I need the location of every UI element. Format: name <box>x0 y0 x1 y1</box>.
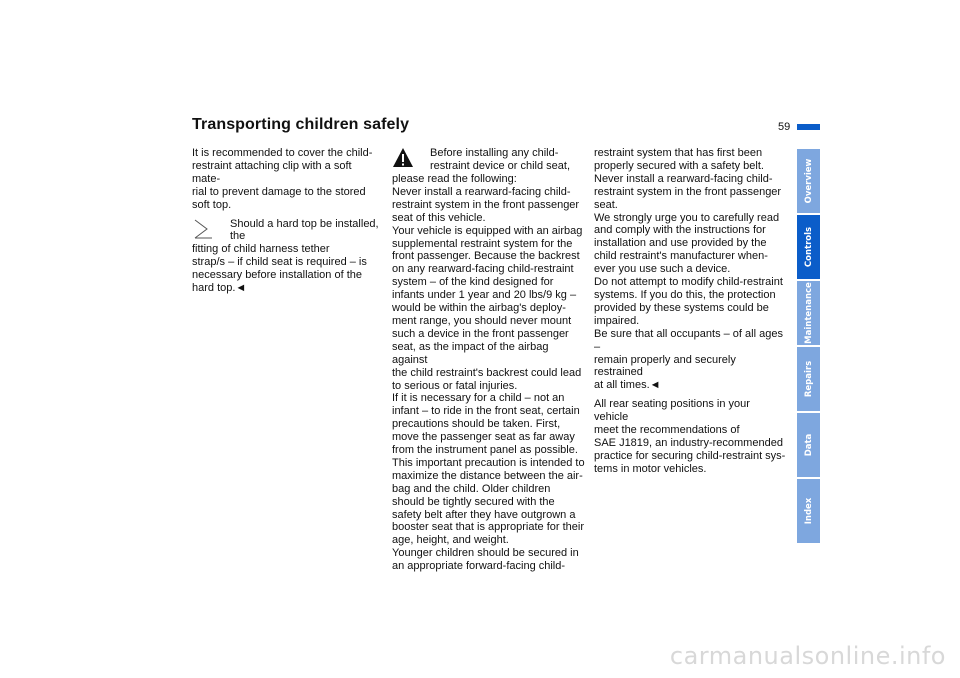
page-number: 59 <box>778 121 791 133</box>
page-header-tab <box>797 124 820 130</box>
tab-label: Maintenance <box>803 282 814 344</box>
text-line: We strongly urge you to carefully read <box>594 211 780 224</box>
text-line: This important precaution is intended to <box>392 456 585 469</box>
text-line: Should a hard top be installed, the <box>230 217 379 243</box>
tab-overview[interactable] <box>797 149 820 213</box>
warning-triangle-icon <box>392 147 428 173</box>
warning-continuation <box>594 147 786 392</box>
text-line: maximize the distance between the air- <box>392 469 583 482</box>
text-line: Younger children should be secured in <box>392 547 579 560</box>
text-line: should be tightly secured with the <box>392 495 555 508</box>
text-line: properly secured with a safety belt. <box>594 159 764 172</box>
tab-label: Index <box>803 497 814 525</box>
text-line: hard top.◄ <box>192 282 247 295</box>
tab-label: Controls <box>803 226 814 268</box>
note-arrow-icon <box>192 218 228 242</box>
text-line: installation and use provided by the <box>594 237 767 250</box>
text-line: child restraint's manufacturer when- <box>594 250 768 263</box>
text-line: fitting of child harness tether <box>192 243 330 256</box>
text-line: soft top. <box>192 198 232 211</box>
hard-top-note <box>192 218 382 295</box>
text-line: restraint system in the front passenger <box>392 198 580 211</box>
text-line: precautions should be taken. First, <box>392 418 561 431</box>
column-2 <box>392 147 585 573</box>
text-line: move the passenger seat as far away <box>392 431 575 444</box>
text-line: meet the recommendations of <box>594 424 740 437</box>
text-line: the child restraint's backrest could lead <box>392 366 582 379</box>
text-line: infant – to ride in the front seat, certain <box>392 405 580 418</box>
text-line: seat. <box>594 198 618 211</box>
section-sidebar <box>797 149 820 545</box>
text-line: safety belt after they have outgrown a <box>392 508 576 521</box>
text-line: at all times.◄ <box>594 379 661 392</box>
text-line: practice for securing child-restraint sys- <box>594 449 786 462</box>
tab-label: Data <box>803 433 814 457</box>
text-line: restraint system that has first been <box>594 147 763 159</box>
text-line: and comply with the instructions for <box>594 224 766 237</box>
text-line: restraint attaching clip with a soft mate- <box>192 159 352 185</box>
tab-maintenance[interactable] <box>797 281 820 345</box>
watermark: carmanualsonline.info <box>669 642 946 670</box>
text-line: strap/s – if child seat is required – is <box>192 256 367 269</box>
text-line: All rear seating positions in your vehicle <box>594 398 750 424</box>
warning-body <box>392 173 585 573</box>
tab-label: Overview <box>803 158 814 204</box>
tab-controls[interactable] <box>797 215 820 279</box>
text-line: system – of the kind designed for <box>392 276 554 289</box>
text-line: from the instrument panel as possible. <box>392 444 578 457</box>
tab-data[interactable] <box>797 413 820 477</box>
text-line: to serious or fatal injuries. <box>392 379 518 392</box>
text-line: front passenger. Because the backrest <box>392 250 580 263</box>
text-line: ever you use such a device. <box>594 263 731 276</box>
rear-seating-paragraph <box>594 398 786 475</box>
cover-clip-paragraph <box>192 147 382 212</box>
text-line: restraint device or child seat, <box>430 159 571 172</box>
column-1 <box>192 147 382 295</box>
text-line: seat, as the impact of the airbag against <box>392 340 549 366</box>
text-line: an appropriate forward-facing child- <box>392 560 566 573</box>
text-line: rial to prevent damage to the stored <box>192 185 366 198</box>
text-line: It is recommended to cover the child- <box>192 147 373 159</box>
column-3 <box>594 147 786 476</box>
text-line: Never install a rearward-facing child- <box>594 172 773 185</box>
text-line: systems. If you do this, the protection <box>594 288 776 301</box>
tab-label: Repairs <box>803 360 814 398</box>
page-title: Transporting children safely <box>192 116 410 133</box>
text-line: booster seat that is appropriate for their <box>392 521 584 534</box>
text-line: If it is necessary for a child – not an <box>392 392 565 405</box>
tab-index[interactable] <box>797 479 820 543</box>
text-line: would be within the airbag's deploy- <box>392 302 566 315</box>
text-line: supplemental restraint system for the <box>392 237 573 250</box>
text-line: SAE J1819, an industry-recommended <box>594 436 783 449</box>
text-line: infants under 1 year and 20 lbs/9 kg – <box>392 289 577 302</box>
text-line: Before installing any child- <box>430 147 559 159</box>
text-line: Do not attempt to modify child-restraint <box>594 276 783 289</box>
text-line: remain properly and securely restrained <box>594 353 736 379</box>
text-line: please read the following: <box>392 173 517 185</box>
text-line: on any rearward-facing child-restraint <box>392 263 574 276</box>
text-line: bag and the child. Older children <box>392 482 551 495</box>
text-line: such a device in the front passenger <box>392 327 569 340</box>
text-line: necessary before installation of the <box>192 269 362 282</box>
tab-repairs[interactable] <box>797 347 820 411</box>
text-line: ment range, you should never mount <box>392 314 572 327</box>
text-line: age, height, and weight. <box>392 534 509 547</box>
text-line: Your vehicle is equipped with an airbag <box>392 224 583 237</box>
text-line: seat of this vehicle. <box>392 211 486 224</box>
text-line: provided by these systems could be <box>594 301 769 314</box>
text-line: Never install a rearward-facing child- <box>392 185 571 198</box>
text-line: tems in motor vehicles. <box>594 462 707 475</box>
text-line: impaired. <box>594 314 640 327</box>
text-line: restraint system in the front passenger <box>594 185 782 198</box>
text-line: Be sure that all occupants – of all ages – <box>594 327 783 353</box>
